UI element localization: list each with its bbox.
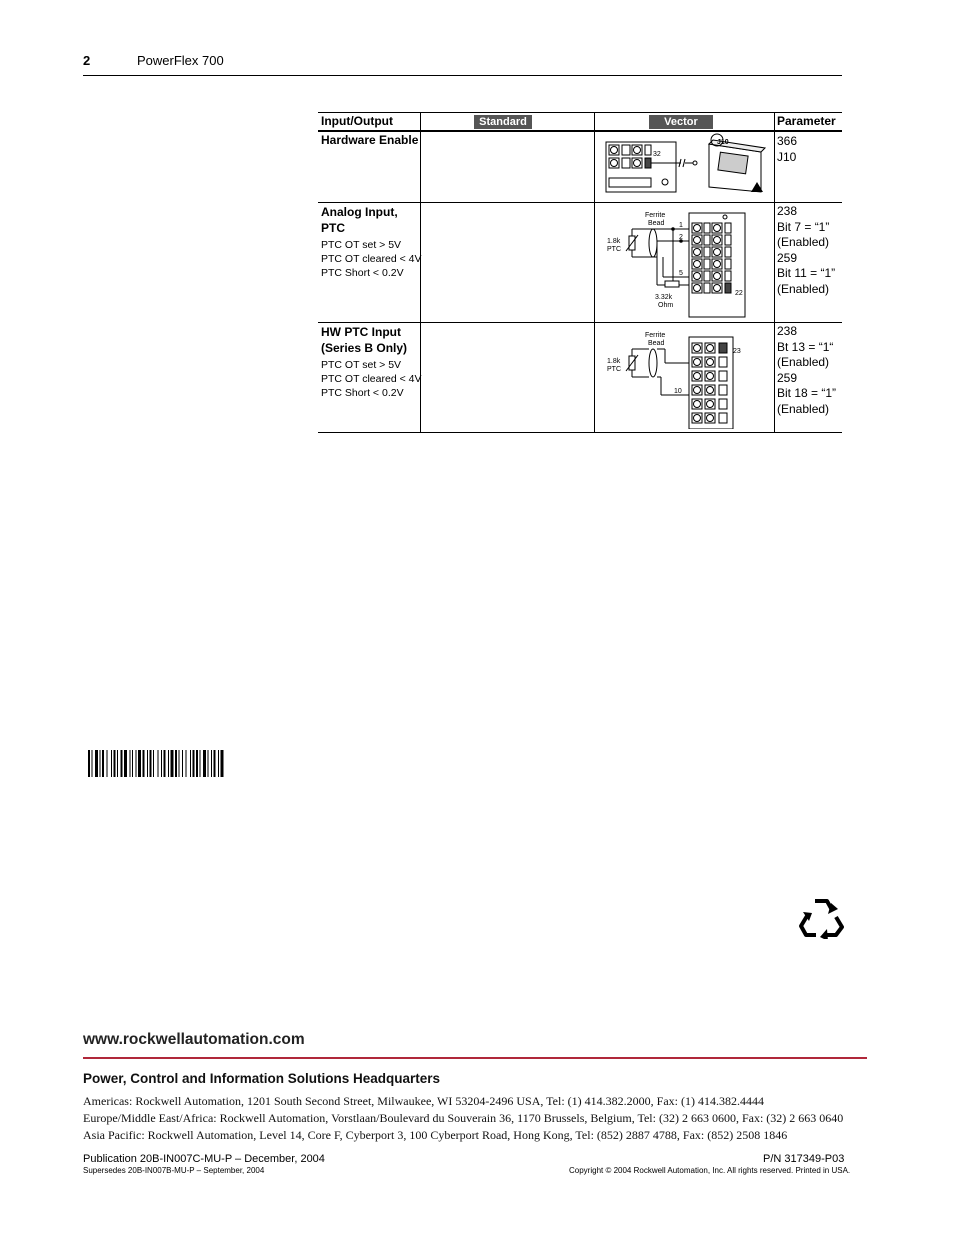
header-rule <box>83 75 842 76</box>
ptc-value-label: 1.8k <box>607 238 621 245</box>
part-number: P/N 317349-P03 <box>763 1153 845 1165</box>
resistor-label: 3.32k <box>655 294 673 301</box>
hw-ptc-diagram <box>601 323 771 429</box>
terminal-5-label: 5 <box>679 270 683 277</box>
table-bottom-rule <box>318 432 842 433</box>
barcode-icon <box>88 750 310 777</box>
ferrite-label: Ferrite <box>645 212 666 219</box>
footer-accent-rule <box>83 1057 867 1059</box>
io-sub-list: PTC OT set > 5V PTC OT cleared < 4V PTC Short < 0.2V <box>321 239 422 279</box>
address-americas: Americas: Rockwell Automation, 1201 South Second Street, Milwaukee, WI 53204-2496 USA, Tel: (1) 414.382.2000, Fax: (1) 414.382.4444 <box>83 1094 764 1108</box>
svg-text:PTC: PTC <box>607 246 621 253</box>
param-cell: 366 J10 <box>777 134 798 164</box>
terminal-1-label: 1 <box>679 222 683 229</box>
ferrite-label: Ferrite <box>645 332 666 339</box>
supersedes-note: Supersedes 20B-IN007B-MU-P – September, 2004 <box>83 1166 265 1175</box>
document-title: PowerFlex 700 <box>137 53 224 68</box>
terminal-2-label: 2 <box>679 234 683 241</box>
io-sub-list: PTC OT set > 5V PTC OT cleared < 4V PTC Short < 0.2V <box>321 359 422 399</box>
svg-text:Bead: Bead <box>648 220 665 227</box>
svg-text:Ohm: Ohm <box>658 302 674 309</box>
analog-ptc-diagram <box>601 203 771 319</box>
address-emea: Europe/Middle East/Africa: Rockwell Automation, Vorstlaan/Boulevard du Souverain 36, 1170 Brussels, Belgium, Tel: (32) 2 663 0600, Fax: (32) 2 663 0640 <box>83 1111 844 1125</box>
col-header-parameter: Parameter <box>777 114 836 128</box>
recycle-icon <box>798 895 844 939</box>
ptc-value-label: 1.8k <box>607 358 621 365</box>
terminal-10-label: 10 <box>674 388 682 395</box>
publication-number: Publication 20B-IN007C-MU-P – December, 2004 <box>83 1153 325 1165</box>
col-header-vector: Vector <box>649 115 713 129</box>
table-top-rule <box>318 112 842 113</box>
svg-text:Bead: Bead <box>648 340 665 347</box>
col-header-io: Input/Output <box>321 114 393 128</box>
svg-text:PTC: PTC <box>607 366 621 373</box>
table-row <box>318 323 842 432</box>
io-title: Analog Input, PTC <box>321 205 398 235</box>
hq-title: Power, Control and Information Solutions Headquarters <box>83 1071 441 1086</box>
io-title: Hardware Enable <box>321 133 419 147</box>
terminal-23-label: 23 <box>733 348 741 355</box>
jumper-j10-label: J10 <box>717 139 729 146</box>
col-header-standard: Standard <box>474 115 532 129</box>
param-cell: 238 Bit 7 = “1” (Enabled) 259 Bit 11 = “1” (Enabled) <box>777 204 836 296</box>
terminal-22-label: 22 <box>735 290 743 297</box>
table-row <box>318 203 842 322</box>
table-row <box>318 132 842 202</box>
terminal-32-label: 32 <box>653 151 661 158</box>
param-cell: 238 Bt 13 = “1“ (Enabled) 259 Bit 18 = “1” (Enabled) <box>777 324 837 416</box>
copyright: Copyright © 2004 Rockwell Automation, Inc. All rights reserved. Printed in USA. <box>569 1166 851 1175</box>
website-link[interactable]: www.rockwellautomation.com <box>83 1031 305 1048</box>
io-title: HW PTC Input (Series B Only) <box>321 325 408 355</box>
page-number: 2 <box>83 53 91 68</box>
hardware-enable-diagram <box>601 132 771 198</box>
address-asia: Asia Pacific: Rockwell Automation, Level 14, Core F, Cyberport 3, 100 Cyberport Road, Hong Kong, Tel: (852) 2887 4788, Fax: (852) 2508 1846 <box>83 1128 788 1142</box>
